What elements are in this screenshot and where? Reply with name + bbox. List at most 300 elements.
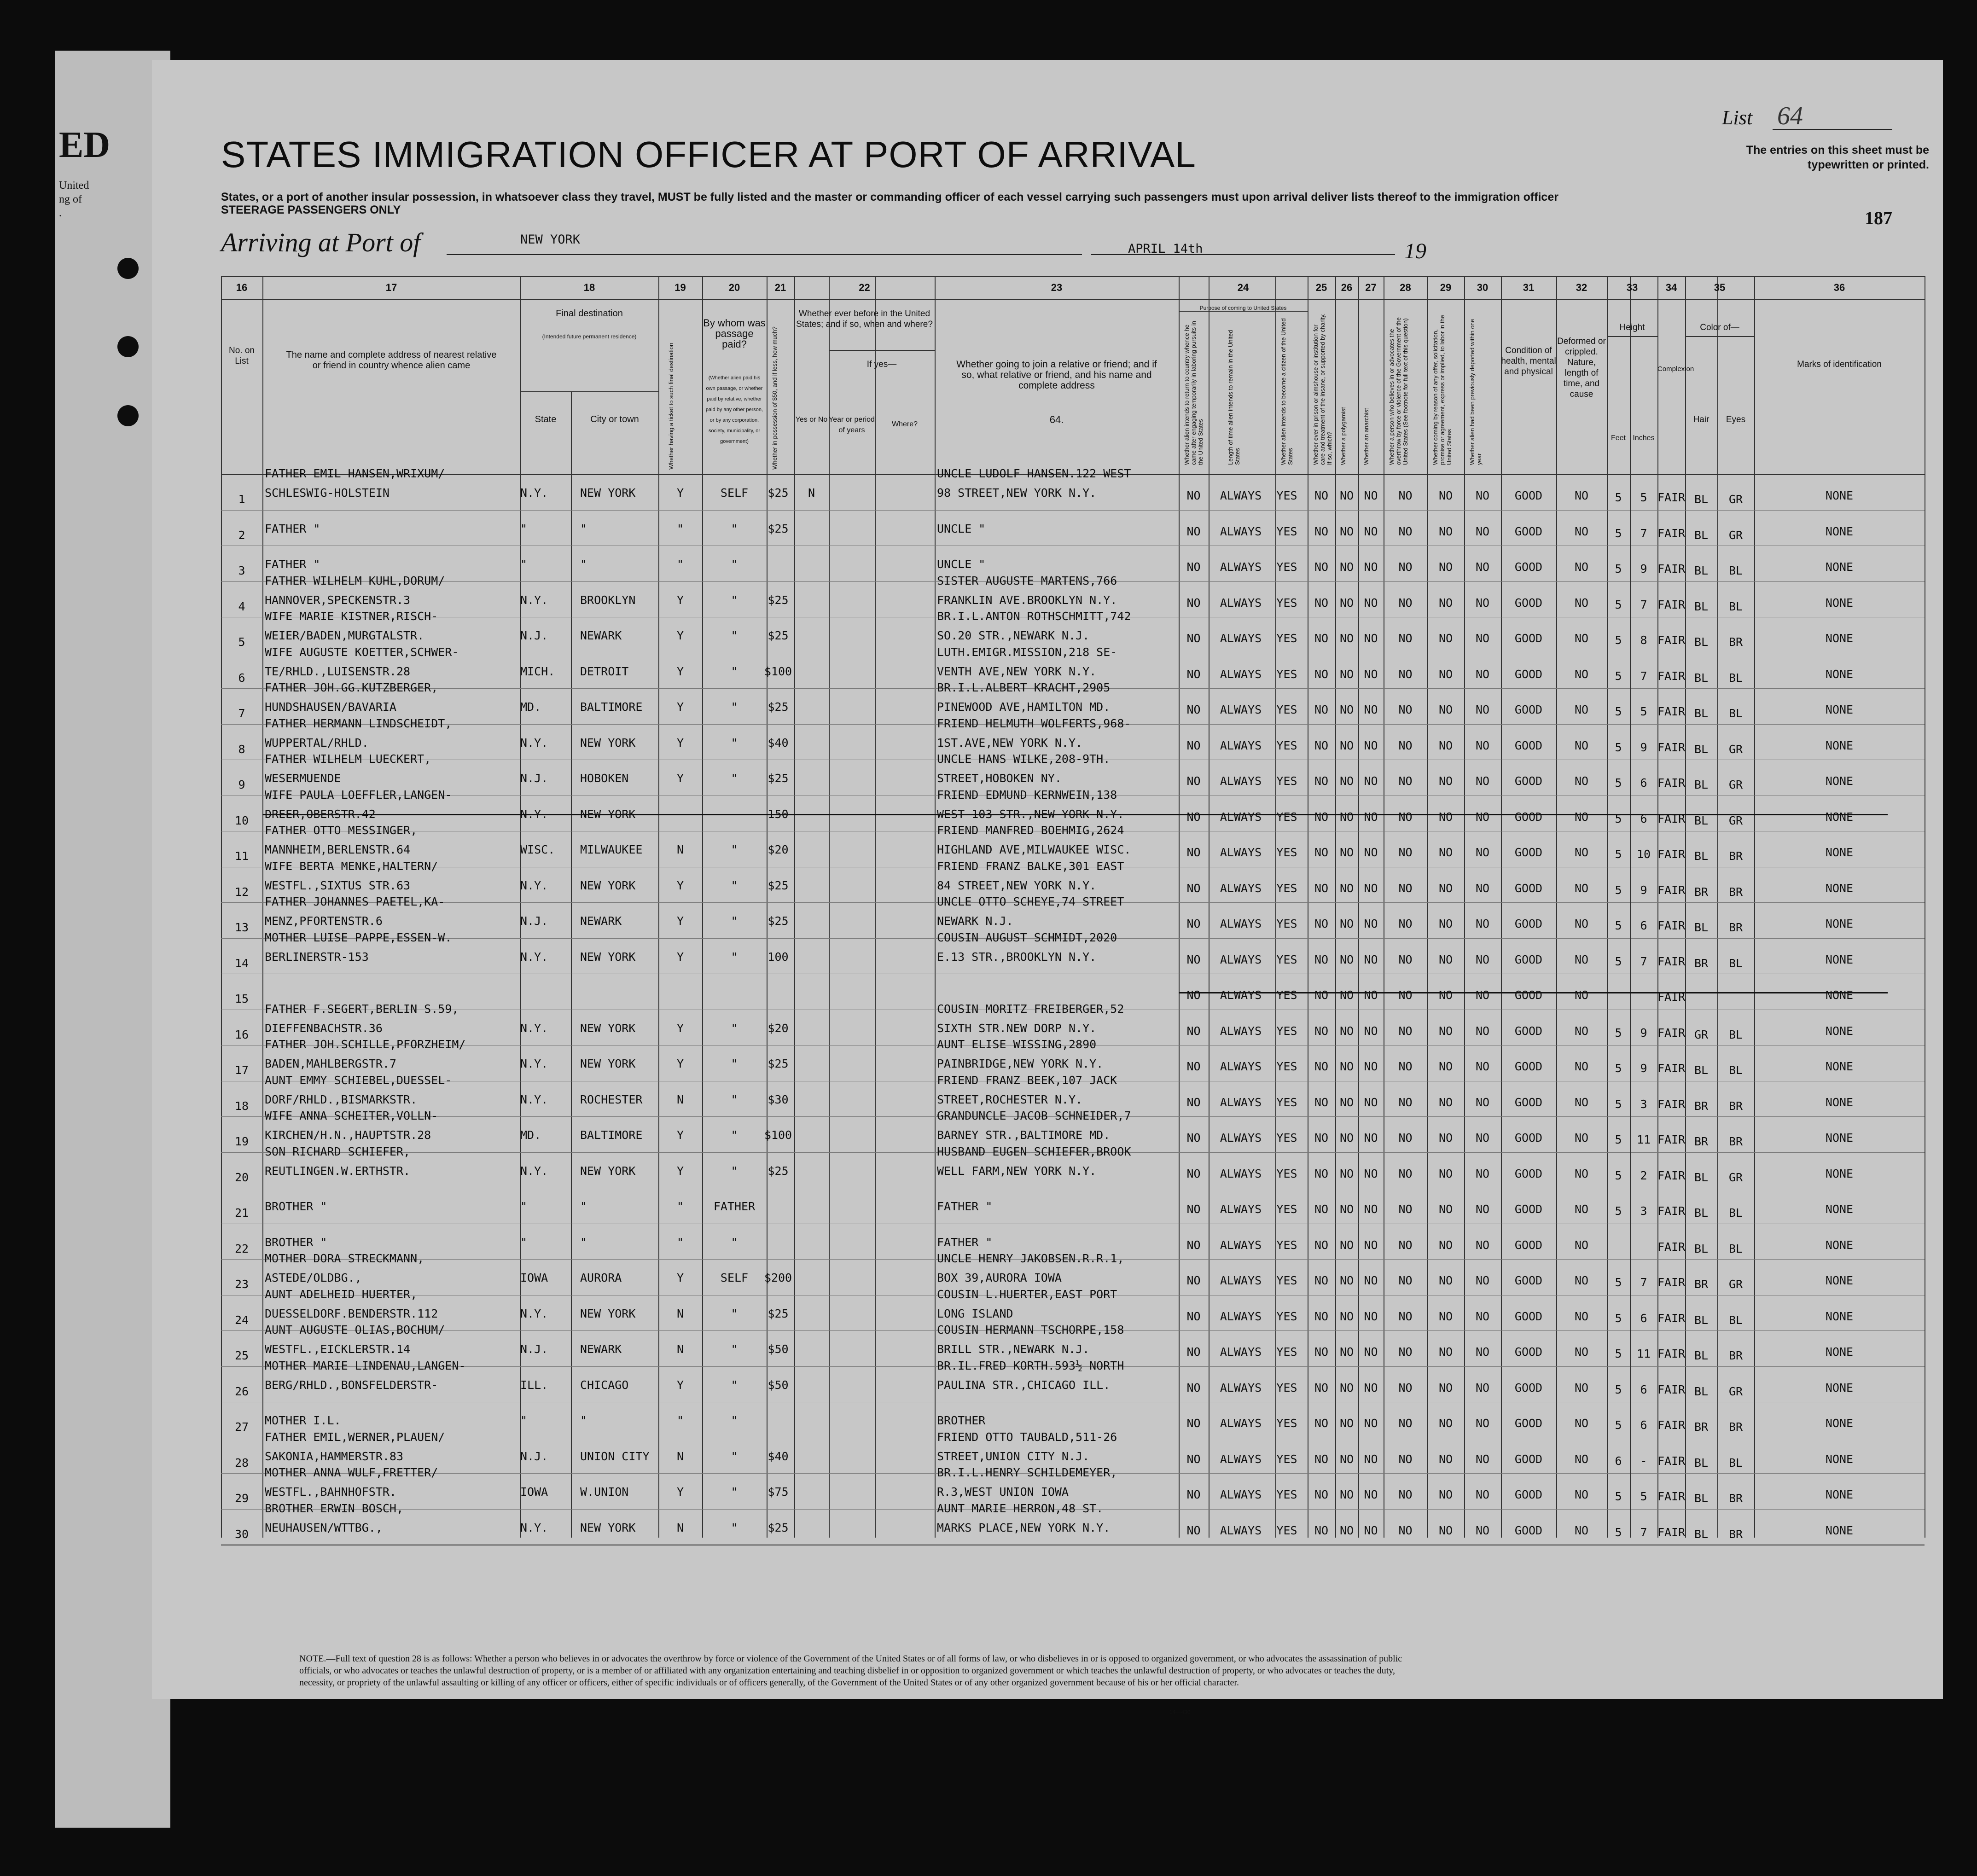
joining-line-1: SISTER AUGUSTE MARTENS,766 [937, 574, 1117, 587]
purpose-return: NO [1186, 596, 1201, 610]
relative-line-1: AUNT AUGUSTE OLIAS,BOCHUM/ [265, 1323, 445, 1336]
complexion: FAIR [1657, 1168, 1686, 1182]
height-inches: 9 [1640, 1026, 1647, 1040]
purpose-length: ALWAYS [1220, 1309, 1262, 1323]
anarchist-answer: NO [1364, 489, 1378, 502]
deformed-answer: NO [1574, 774, 1589, 788]
header-purpose: Purpose of coming to United States [1199, 305, 1287, 311]
purpose-length: ALWAYS [1220, 1345, 1262, 1359]
deformed-answer: NO [1574, 1345, 1589, 1359]
purpose-return: NO [1186, 1345, 1201, 1359]
question-29-answer: NO [1438, 1523, 1453, 1537]
relative-line-1: FATHER JOH.SCHILLE,PFORZHEIM/ [265, 1038, 466, 1051]
question-29-answer: NO [1438, 1274, 1453, 1287]
question-28-answer: NO [1398, 1274, 1413, 1287]
height-inches: - [1640, 1454, 1647, 1468]
deformed-answer: NO [1574, 1238, 1589, 1252]
purpose-return: NO [1186, 738, 1201, 752]
hair-color: BL [1694, 1242, 1709, 1255]
complexion: FAIR [1657, 1133, 1686, 1146]
joining-line-1: FRIEND FRANZ BALKE,301 EAST [937, 859, 1124, 873]
polygamist-answer: NO [1339, 489, 1354, 502]
money-amount: $25 [768, 1521, 789, 1534]
relative-line-2: BROTHER " [265, 1235, 327, 1249]
question-30-answer: NO [1475, 1238, 1490, 1252]
destination-city: BALTIMORE [580, 1128, 643, 1142]
destination-state: N.Y. [520, 807, 548, 821]
passage-paid-by: " [731, 914, 738, 928]
joining-line-2: 84 STREET,NEW YORK N.Y. [937, 878, 1097, 892]
height-feet: 5 [1615, 1204, 1622, 1218]
identification-marks: NONE [1825, 703, 1854, 716]
purpose-length: ALWAYS [1220, 774, 1262, 788]
anarchist-answer: NO [1364, 560, 1378, 574]
anarchist-answer: NO [1364, 1167, 1378, 1180]
question-30-answer: NO [1475, 667, 1490, 681]
destination-state: N.Y. [520, 1092, 548, 1106]
destination-city: NEW YORK [580, 1057, 636, 1070]
polygamist-answer: NO [1339, 1131, 1354, 1144]
height-feet: 5 [1615, 1133, 1622, 1146]
ticket-flag: Y [676, 772, 684, 785]
complexion: FAIR [1657, 1347, 1686, 1360]
passage-paid-by: SELF [720, 1271, 749, 1284]
deformed-answer: NO [1574, 1202, 1589, 1216]
identification-marks: NONE [1825, 738, 1854, 752]
purpose-length: ALWAYS [1220, 1488, 1262, 1501]
passage-paid-by: " [731, 1342, 738, 1356]
money-amount: $25 [768, 593, 789, 607]
health-answer: GOOD [1514, 1095, 1543, 1109]
column-rule [1685, 276, 1686, 1538]
ticket-flag: Y [676, 700, 684, 714]
height-feet: 5 [1615, 1276, 1622, 1289]
row-number: 7 [238, 707, 245, 720]
column-number: 30 [1477, 282, 1489, 293]
row-number: 11 [234, 849, 249, 863]
relative-line-2: BERG/RHLD.,BONSFELDERSTR- [265, 1378, 438, 1392]
relative-line-1: AUNT EMMY SCHIEBEL,DUESSEL- [265, 1073, 452, 1087]
identification-marks: NONE [1825, 881, 1854, 895]
joining-line-2: R.3,WEST UNION IOWA [937, 1485, 1069, 1498]
height-feet: 5 [1615, 883, 1622, 897]
identification-marks: NONE [1825, 1167, 1854, 1180]
complexion: FAIR [1657, 1062, 1686, 1075]
deformed-answer: NO [1574, 1381, 1589, 1394]
relative-line-2: HUNDSHAUSEN/BAVARIA [265, 700, 396, 714]
joining-line-1: COUSIN HERMANN TSCHORPE,158 [937, 1323, 1124, 1336]
identification-marks: NONE [1825, 1417, 1854, 1430]
joining-line-2: 1ST.AVE,NEW YORK N.Y. [937, 736, 1083, 749]
punch-hole [117, 258, 139, 279]
question-28-answer: NO [1398, 1095, 1413, 1109]
health-answer: GOOD [1514, 738, 1543, 752]
ticket-flag: N [676, 1449, 684, 1463]
prison-answer: NO [1314, 1238, 1329, 1252]
header-inches: Inches [1633, 434, 1655, 442]
question-28-answer: NO [1398, 667, 1413, 681]
relative-line-1: WIFE PAULA LOEFFLER,LANGEN- [265, 788, 452, 802]
health-answer: GOOD [1514, 881, 1543, 895]
destination-city: UNION CITY [580, 1449, 650, 1463]
passage-paid-by: " [731, 1092, 738, 1106]
row-number: 22 [234, 1242, 249, 1255]
identification-marks: NONE [1825, 1274, 1854, 1287]
purpose-citizen: YES [1276, 489, 1297, 502]
destination-state: N.Y. [520, 1307, 548, 1320]
purpose-return: NO [1186, 632, 1201, 645]
row-number: 4 [238, 599, 245, 613]
header-final-destination: Final destination [556, 308, 623, 319]
relative-line-1: FATHER EMIL,WERNER,PLAUEN/ [265, 1430, 445, 1444]
anarchist-answer: NO [1364, 1488, 1378, 1501]
row-number: 10 [234, 813, 249, 827]
destination-state: ILL. [520, 1378, 548, 1392]
question-28-answer: NO [1398, 524, 1413, 538]
joining-line-1: BR.I.L.HENRY SCHILDEMEYER, [937, 1466, 1117, 1479]
steerage-label: STEERAGE PASSENGERS ONLY [221, 203, 401, 216]
prison-answer: NO [1314, 881, 1329, 895]
column-number: 34 [1665, 282, 1677, 293]
purpose-return: NO [1186, 1452, 1201, 1466]
column-rule [935, 276, 936, 1538]
question-30-answer: NO [1475, 1309, 1490, 1323]
height-feet: 5 [1615, 705, 1622, 718]
question-29-answer: NO [1438, 1131, 1453, 1144]
purpose-length: ALWAYS [1220, 953, 1262, 966]
question-29-answer: NO [1438, 1345, 1453, 1359]
passage-paid-by: " [731, 1021, 738, 1035]
hair-color: BR [1694, 1135, 1709, 1148]
row-number: 1 [238, 493, 245, 506]
joining-line-2: BARNEY STR.,BALTIMORE MD. [937, 1128, 1111, 1142]
question-29-answer: NO [1438, 1095, 1453, 1109]
question-28-answer: NO [1398, 738, 1413, 752]
polygamist-answer: NO [1339, 1238, 1354, 1252]
hair-color: BL [1694, 1492, 1709, 1505]
deformed-answer: NO [1574, 917, 1589, 930]
column-number: 16 [236, 282, 248, 293]
purpose-return: NO [1186, 1060, 1201, 1073]
relative-line-1: MOTHER DORA STRECKMANN, [265, 1252, 424, 1265]
question-29-answer: NO [1438, 1309, 1453, 1323]
question-30-answer: NO [1475, 524, 1490, 538]
question-29-answer: NO [1438, 810, 1453, 824]
health-answer: GOOD [1514, 1523, 1543, 1537]
hair-color: BL [1694, 1170, 1709, 1184]
relative-line-2: WEIER/BADEN,MURGTALSTR. [265, 629, 424, 642]
purpose-length: ALWAYS [1220, 1238, 1262, 1252]
joining-line-1: FRIEND EDMUND KERNWEIN,138 [937, 788, 1117, 802]
destination-state: MD. [520, 700, 541, 714]
eye-color: BR [1728, 1135, 1743, 1148]
if-yes-rule [829, 350, 935, 351]
joining-line-1: FRIEND FRANZ BEEK,107 JACK [937, 1073, 1117, 1087]
height-inches: 11 [1636, 1133, 1651, 1146]
purpose-return: NO [1186, 1202, 1201, 1216]
eye-color: BL [1728, 956, 1743, 970]
column-number: 20 [728, 282, 740, 293]
complexion: FAIR [1657, 1490, 1686, 1503]
header-deformed: Deformed or crippled. Nature, length of time, and cause [1557, 337, 1606, 399]
joining-line-2: BRILL STR.,NEWARK N.J. [937, 1342, 1090, 1356]
manifest-table [221, 276, 1925, 1541]
prison-answer: NO [1314, 1167, 1329, 1180]
question-28-answer: NO [1398, 1024, 1413, 1038]
money-amount: $20 [768, 1021, 789, 1035]
complexion: FAIR [1657, 1204, 1686, 1218]
health-answer: GOOD [1514, 846, 1543, 859]
complexion: FAIR [1657, 633, 1686, 647]
money-amount: $50 [768, 1378, 789, 1392]
purpose-citizen: YES [1276, 917, 1297, 930]
hair-color: BL [1694, 671, 1709, 685]
relative-line-2: BERLINERSTR-153 [265, 950, 369, 964]
prison-answer: NO [1314, 1345, 1329, 1359]
height-inches: 11 [1636, 1347, 1651, 1360]
complexion: FAIR [1657, 1311, 1686, 1325]
joining-line-1: COUSIN L.HUERTER,EAST PORT [937, 1287, 1117, 1301]
deformed-answer: NO [1574, 1095, 1589, 1109]
ticket-flag: " [676, 522, 684, 535]
deformed-answer: NO [1574, 1417, 1589, 1430]
identification-marks: NONE [1825, 596, 1854, 610]
question-30-answer: NO [1475, 1274, 1490, 1287]
deformed-answer: NO [1574, 703, 1589, 716]
relative-line-2: MANNHEIM,BERLENSTR.64 [265, 843, 411, 856]
prison-answer: NO [1314, 1381, 1329, 1394]
complexion: FAIR [1657, 740, 1686, 754]
prison-answer: NO [1314, 1060, 1329, 1073]
eye-color: BL [1728, 671, 1743, 685]
eye-color: BR [1728, 1420, 1743, 1434]
health-answer: GOOD [1514, 810, 1543, 824]
purpose-length: ALWAYS [1220, 738, 1262, 752]
ticket-flag: N [676, 1521, 684, 1534]
row-number: 24 [234, 1313, 249, 1327]
relative-line-1: WIFE ANNA SCHEITER,VOLLN- [265, 1109, 438, 1122]
question-30-answer: NO [1475, 953, 1490, 966]
prison-answer: NO [1314, 774, 1329, 788]
passage-paid-by: " [731, 1307, 738, 1320]
header-period: Year or period of years [829, 416, 875, 434]
anarchist-answer: NO [1364, 953, 1378, 966]
purpose-length: ALWAYS [1220, 917, 1262, 930]
relative-line-1: FATHER WILHELM KUHL,DORUM/ [265, 574, 445, 587]
column-number: 27 [1365, 282, 1377, 293]
prison-answer: NO [1314, 524, 1329, 538]
joining-line-2: PAULINA STR.,CHICAGO ILL. [937, 1378, 1111, 1392]
passage-paid-by: " [731, 1128, 738, 1142]
row-number: 13 [234, 921, 249, 934]
destination-city: NEWARK [580, 1342, 622, 1356]
money-amount: $50 [768, 1342, 789, 1356]
polygamist-answer: NO [1339, 917, 1354, 930]
polygamist-answer: NO [1339, 1381, 1354, 1394]
purpose-return: NO [1186, 1238, 1201, 1252]
destination-state: " [520, 558, 528, 571]
height-feet: 5 [1615, 598, 1622, 611]
question-30-answer: NO [1475, 1452, 1490, 1466]
height-feet: 6 [1615, 1454, 1622, 1468]
complexion: FAIR [1657, 705, 1686, 718]
hair-color: BL [1694, 778, 1709, 791]
anarchist-answer: NO [1364, 1345, 1378, 1359]
question-29-answer: NO [1438, 846, 1453, 859]
row-number: 5 [238, 635, 245, 649]
polygamist-answer: NO [1339, 1060, 1354, 1073]
joining-line-1: AUNT ELISE WISSING,2890 [937, 1038, 1097, 1051]
joining-line-2: SIXTH STR.NEW DORP N.Y. [937, 1021, 1097, 1035]
passage-paid-by: SELF [720, 486, 749, 499]
purpose-citizen: YES [1276, 703, 1297, 716]
passage-paid-by: " [731, 522, 738, 535]
prison-answer: NO [1314, 1309, 1329, 1323]
height-feet: 5 [1615, 919, 1622, 932]
row-number: 8 [238, 742, 245, 756]
purpose-length: ALWAYS [1220, 881, 1262, 895]
relative-line-2: WESTFL.,EICKLERSTR.14 [265, 1342, 411, 1356]
purpose-return: NO [1186, 1024, 1201, 1038]
column-number: 26 [1341, 282, 1353, 293]
joining-line-2: STREET,UNION CITY N.J. [937, 1449, 1090, 1463]
purpose-rule [1179, 311, 1308, 312]
joining-line-1: BR.IL.FRED KORTH.593½ NORTH [937, 1359, 1124, 1372]
identification-marks: NONE [1825, 632, 1854, 645]
destination-city: NEW YORK [580, 736, 636, 749]
purpose-length: ALWAYS [1220, 667, 1262, 681]
question-30-answer: NO [1475, 489, 1490, 502]
relative-line-2: WESERMUENDE [265, 772, 341, 785]
destination-city: " [580, 1235, 587, 1249]
destination-state: N.J. [520, 1342, 548, 1356]
eye-color: BL [1728, 1206, 1743, 1220]
deformed-answer: NO [1574, 810, 1589, 824]
prison-answer: NO [1314, 667, 1329, 681]
identification-marks: NONE [1825, 524, 1854, 538]
question-28-answer: NO [1398, 1238, 1413, 1252]
money-amount: $20 [768, 843, 789, 856]
complexion: FAIR [1657, 1525, 1686, 1539]
relative-line-2: WESTFL.,BAHNHOFSTR. [265, 1485, 396, 1498]
destination-state: N.Y. [520, 878, 548, 892]
complexion: FAIR [1657, 1418, 1686, 1432]
height-inches: 7 [1640, 526, 1647, 540]
hair-color: BL [1694, 1384, 1709, 1398]
header-no-on-list: No. on List [229, 346, 255, 366]
polygamist-answer: NO [1339, 1417, 1354, 1430]
destination-state: N.Y. [520, 1057, 548, 1070]
purpose-citizen: YES [1276, 953, 1297, 966]
row-number: 2 [238, 528, 245, 542]
relative-line-1: WIFE BERTA MENKE,HALTERN/ [265, 859, 438, 873]
passage-paid-by: " [731, 558, 738, 571]
row-number: 20 [234, 1170, 249, 1184]
prison-answer: NO [1314, 1523, 1329, 1537]
prison-answer: NO [1314, 632, 1329, 645]
header-polygamist: Whether a polygamist [1340, 407, 1347, 465]
height-feet: 5 [1615, 491, 1622, 504]
row-number: 6 [238, 671, 245, 685]
hair-color: BL [1694, 1349, 1709, 1362]
polygamist-answer: NO [1339, 1523, 1354, 1537]
column-rule [829, 276, 830, 1538]
destination-city: NEW YORK [580, 807, 636, 821]
question-30-answer: NO [1475, 774, 1490, 788]
complexion: FAIR [1657, 919, 1686, 932]
height-feet: 5 [1615, 1418, 1622, 1432]
health-answer: GOOD [1514, 632, 1543, 645]
height-inches: 6 [1640, 1382, 1647, 1396]
prison-answer: NO [1314, 560, 1329, 574]
anarchist-answer: NO [1364, 1417, 1378, 1430]
destination-state: " [520, 1414, 528, 1427]
complexion: FAIR [1657, 669, 1686, 683]
passage-paid-by: " [731, 1164, 738, 1178]
question-30-answer: NO [1475, 917, 1490, 930]
health-answer: GOOD [1514, 1345, 1543, 1359]
question-28-answer: NO [1398, 560, 1413, 574]
prison-answer: NO [1314, 1452, 1329, 1466]
height-inches: 7 [1640, 1276, 1647, 1289]
question-29-answer: NO [1438, 738, 1453, 752]
destination-city: NEW YORK [580, 1307, 636, 1320]
hair-color: GR [1694, 1028, 1709, 1041]
eye-color: BL [1728, 707, 1743, 720]
anarchist-answer: NO [1364, 524, 1378, 538]
purpose-citizen: YES [1276, 1417, 1297, 1430]
purpose-return: NO [1186, 1381, 1201, 1394]
purpose-citizen: YES [1276, 1095, 1297, 1109]
destination-city: NEW YORK [580, 878, 636, 892]
height-feet: 5 [1615, 1490, 1622, 1503]
passage-paid-by: " [731, 700, 738, 714]
health-answer: GOOD [1514, 1060, 1543, 1073]
relative-line-2: BROTHER " [265, 1200, 327, 1213]
prison-answer: NO [1314, 1024, 1329, 1038]
passage-paid-by: " [731, 629, 738, 642]
deformed-answer: NO [1574, 1060, 1589, 1073]
header-marks: Marks of identification [1797, 360, 1882, 369]
purpose-length: ALWAYS [1220, 1095, 1262, 1109]
joining-line-1: UNCLE HANS WILKE,208-9TH. [937, 752, 1111, 766]
eye-color: BR [1728, 885, 1743, 899]
health-answer: GOOD [1514, 703, 1543, 716]
purpose-length: ALWAYS [1220, 846, 1262, 859]
punch-hole [117, 336, 139, 357]
header-anarchist: Whether an anarchist [1363, 408, 1370, 465]
money-amount: $200 [764, 1271, 792, 1284]
ticket-flag: N [676, 1307, 684, 1320]
relative-line-1: FATHER JOHANNES PAETEL,KA- [265, 895, 445, 908]
joining-line-1: BR.I.L.ALBERT KRACHT,2905 [937, 681, 1111, 694]
joining-line-2: 98 STREET,NEW YORK N.Y. [937, 486, 1097, 499]
header-prison: Whether ever in prison or almshouse or institution for care and treatment of the insane, or supported by charity. If so, which? [1312, 313, 1333, 465]
complexion: FAIR [1657, 562, 1686, 575]
relative-line-2: BADEN,MAHLBERGSTR.7 [265, 1057, 396, 1070]
question-28-answer: NO [1398, 917, 1413, 930]
hair-color: BL [1694, 528, 1709, 542]
purpose-citizen: YES [1276, 810, 1297, 824]
column-number: 24 [1237, 282, 1249, 293]
relative-line-2: DREER,OBERSTR.42 [265, 807, 376, 821]
complexion: FAIR [1657, 848, 1686, 861]
question-29-answer: NO [1438, 1381, 1453, 1394]
polygamist-answer: NO [1339, 846, 1354, 859]
purpose-citizen: YES [1276, 1202, 1297, 1216]
complexion: FAIR [1657, 990, 1686, 1004]
relative-line-1: FATHER HERMANN LINDSCHEIDT, [265, 716, 452, 730]
